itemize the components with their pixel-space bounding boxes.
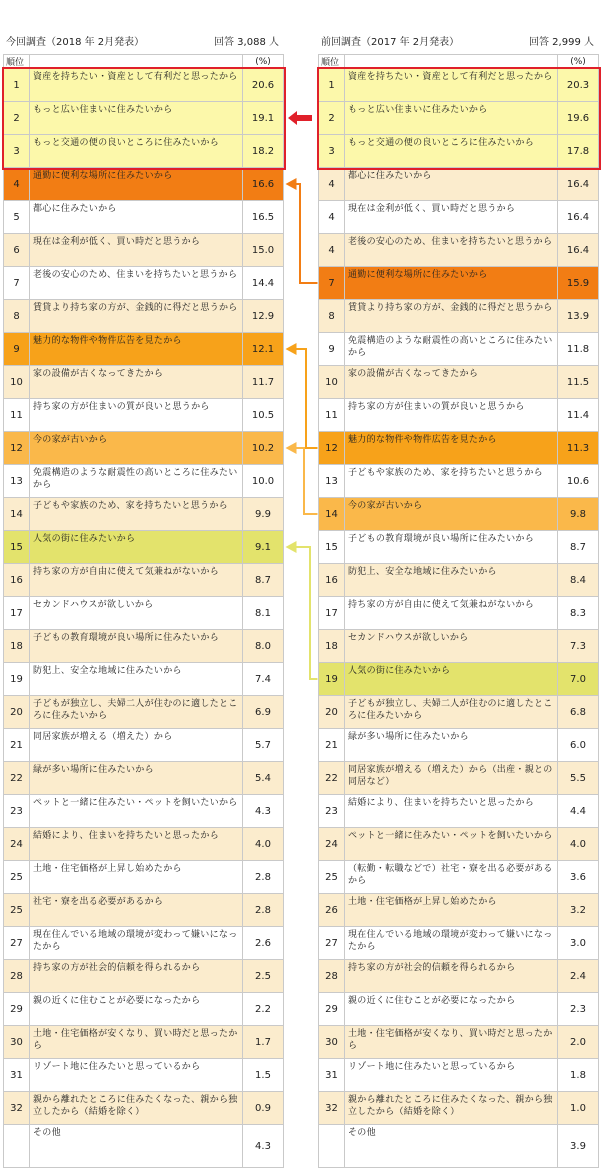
percent-cell: 11.7	[243, 366, 284, 399]
percent-cell: 2.6	[243, 927, 284, 960]
percent-cell: 6.8	[558, 696, 599, 729]
reason-cell: 子どもの教育環境が良い場所に住みたいから	[30, 630, 243, 663]
rank-cell: 15	[319, 531, 345, 564]
percent-cell: 4.4	[558, 795, 599, 828]
reason-cell: リゾート地に住みたいと思っているから	[345, 1059, 558, 1092]
reason-cell: 子どもや家族のため、家を持ちたいと思うから	[345, 465, 558, 498]
rank-header: 順位	[4, 55, 30, 69]
rank-cell: 13	[319, 465, 345, 498]
reason-cell: 子どもや家族のため、家を持ちたいと思うから	[30, 498, 243, 531]
rank-cell: 14	[319, 498, 345, 531]
rank-cell: 31	[4, 1059, 30, 1092]
percent-cell: 12.1	[243, 333, 284, 366]
percent-cell: 16.4	[558, 201, 599, 234]
percent-cell: 11.3	[558, 432, 599, 465]
rank-cell: 15	[4, 531, 30, 564]
percent-cell: 7.0	[558, 663, 599, 696]
percent-cell: 9.8	[558, 498, 599, 531]
rank-cell: 3	[319, 135, 345, 168]
percent-cell: 1.5	[243, 1059, 284, 1092]
rank-cell: 21	[4, 729, 30, 762]
reason-cell: もっと広い住まいに住みたいから	[345, 102, 558, 135]
rank-cell: 1	[319, 69, 345, 102]
percent-cell: 16.6	[243, 168, 284, 201]
percent-cell: 13.9	[558, 300, 599, 333]
rank-cell: 16	[319, 564, 345, 597]
rank-cell: 24	[4, 828, 30, 861]
reason-cell: もっと広い住まいに住みたいから	[30, 102, 243, 135]
connector-arrow-icon-attractive-property	[286, 343, 297, 355]
reason-cell: 都心に住みたいから	[30, 201, 243, 234]
rank-cell: 8	[4, 300, 30, 333]
rank-cell: 25	[4, 894, 30, 927]
rank-cell: 14	[4, 498, 30, 531]
reason-cell: 都心に住みたいから	[345, 168, 558, 201]
rank-cell: 1	[4, 69, 30, 102]
percent-cell: 2.8	[243, 894, 284, 927]
connector-arrow-icon-popular-town	[286, 541, 297, 553]
reason-cell: 持ち家の方が自由に使えて気兼ねがないから	[345, 597, 558, 630]
connector-arrow-icon-commute	[286, 178, 297, 190]
percent-cell: 20.3	[558, 69, 599, 102]
rank-cell: 32	[4, 1092, 30, 1125]
percent-cell: 20.6	[243, 69, 284, 102]
percent-cell: 1.8	[558, 1059, 599, 1092]
percent-cell: 2.2	[243, 993, 284, 1026]
reason-cell: 魅力的な物件や物件広告を見たから	[345, 432, 558, 465]
percent-cell: 4.3	[243, 1125, 284, 1168]
percent-cell: 4.0	[243, 828, 284, 861]
reason-cell: 現在は金利が低く、買い時だと思うから	[30, 234, 243, 267]
reason-cell: 人気の街に住みたいから	[345, 663, 558, 696]
reason-cell: 老後の安心のため、住まいを持ちたいと思うから	[345, 234, 558, 267]
percent-cell: 14.4	[243, 267, 284, 300]
percent-cell: 3.9	[558, 1125, 599, 1168]
rank-cell: 9	[319, 333, 345, 366]
rank-cell: 17	[4, 597, 30, 630]
rank-cell: 12	[4, 432, 30, 465]
percent-cell: 19.6	[558, 102, 599, 135]
percent-cell: 5.4	[243, 762, 284, 795]
reason-cell: 結婚により、住まいを持ちたいと思ったから	[345, 795, 558, 828]
reason-cell: その他	[30, 1125, 243, 1168]
percent-cell: 6.9	[243, 696, 284, 729]
table-row	[319, 1059, 599, 1092]
percent-cell: 16.4	[558, 234, 599, 267]
percent-cell: 10.5	[243, 399, 284, 432]
reason-cell: もっと交通の便の良いところに住みたいから	[30, 135, 243, 168]
rank-cell: 27	[4, 927, 30, 960]
reason-cell: もっと交通の便の良いところに住みたいから	[345, 135, 558, 168]
rank-cell: 21	[319, 729, 345, 762]
reason-cell: 今の家が古いから	[30, 432, 243, 465]
percent-cell: 8.7	[558, 531, 599, 564]
percent-cell: 16.4	[558, 168, 599, 201]
table-row	[319, 1125, 599, 1168]
rank-cell: 5	[4, 201, 30, 234]
reason-cell: 人気の街に住みたいから	[30, 531, 243, 564]
reason-cell: 現在は金利が低く、買い時だと思うから	[345, 201, 558, 234]
rank-cell: 24	[319, 828, 345, 861]
rank-cell: 29	[319, 993, 345, 1026]
reason-cell: 同居家族が増える（増えた）から（出産・親との同居など）	[345, 762, 558, 795]
percent-cell: 11.4	[558, 399, 599, 432]
rank-cell: 19	[319, 663, 345, 696]
rank-cell: 6	[4, 234, 30, 267]
rank-cell: 7	[4, 267, 30, 300]
rank-cell: 27	[319, 927, 345, 960]
percent-cell: 18.2	[243, 135, 284, 168]
rank-cell: 32	[319, 1092, 345, 1125]
reason-cell: 現在住んでいる地域の環境が変わって嫌いになったから	[30, 927, 243, 960]
percent-cell: 11.8	[558, 333, 599, 366]
percent-cell: 0.9	[243, 1092, 284, 1125]
percent-header: (%)	[558, 55, 599, 69]
rank-cell: 23	[4, 795, 30, 828]
reason-cell: 防犯上、安全な地域に住みたいから	[345, 564, 558, 597]
percent-cell: 2.8	[243, 861, 284, 894]
reason-cell: 家の設備が古くなってきたから	[345, 366, 558, 399]
percent-cell: 10.2	[243, 432, 284, 465]
reason-cell: セカンドハウスが欲しいから	[345, 630, 558, 663]
rank-cell: 30	[4, 1026, 30, 1059]
reason-cell: 持ち家の方が社会的信頼を得られるから	[345, 960, 558, 993]
reason-cell: 免震構造のような耐震性の高いところに住みたいから	[345, 333, 558, 366]
rank-cell: 11	[4, 399, 30, 432]
percent-cell: 9.1	[243, 531, 284, 564]
reason-cell: 緑が多い場所に住みたいから	[30, 762, 243, 795]
rank-cell: 28	[319, 960, 345, 993]
connector-line-old-house	[296, 448, 318, 514]
rank-cell	[319, 1125, 345, 1168]
rank-cell: 2	[319, 102, 345, 135]
rank-cell: 22	[319, 762, 345, 795]
reason-cell: 賃貸より持ち家の方が、金銭的に得だと思うから	[345, 300, 558, 333]
rank-cell: 25	[4, 861, 30, 894]
percent-cell: 4.0	[558, 828, 599, 861]
rank-cell: 25	[319, 861, 345, 894]
reason-cell: 現在住んでいる地域の環境が変わって嫌いになったから	[345, 927, 558, 960]
rank-cell: 7	[319, 267, 345, 300]
rank-cell: 2	[4, 102, 30, 135]
rank-cell: 10	[4, 366, 30, 399]
reason-cell: 親の近くに住むことが必要になったから	[30, 993, 243, 1026]
rank-cell: 22	[4, 762, 30, 795]
percent-cell: 2.0	[558, 1026, 599, 1059]
reason-cell: ペットと一緒に住みたい・ペットを飼いたいから	[345, 828, 558, 861]
reason-cell: 緑が多い場所に住みたいから	[345, 729, 558, 762]
rank-cell: 9	[4, 333, 30, 366]
rank-cell: 16	[4, 564, 30, 597]
percent-header: (%)	[243, 55, 284, 69]
rank-cell: 20	[319, 696, 345, 729]
reason-cell: 土地・住宅価格が安くなり、買い時だと思ったから	[345, 1026, 558, 1059]
rank-cell: 29	[4, 993, 30, 1026]
reason-cell: 親から離れたところに住みたくなった、親から独立したから（結婚を除く）	[30, 1092, 243, 1125]
percent-cell: 5.7	[243, 729, 284, 762]
connector-line-commute	[296, 184, 318, 283]
reason-cell: 社宅・寮を出る必要があるから	[30, 894, 243, 927]
rank-cell: 28	[4, 960, 30, 993]
table-row	[4, 1125, 284, 1168]
reason-cell: 土地・住宅価格が上昇し始めたから	[345, 894, 558, 927]
percent-cell: 8.0	[243, 630, 284, 663]
reason-cell: 賃貸より持ち家の方が、金銭的に得だと思うから	[30, 300, 243, 333]
reason-cell: （転勤・転職などで）社宅・寮を出る必要があるから	[345, 861, 558, 894]
connector-line-attractive-property	[296, 349, 318, 448]
reason-cell: リゾート地に住みたいと思っているから	[30, 1059, 243, 1092]
reason-cell: その他	[345, 1125, 558, 1168]
rank-cell: 20	[4, 696, 30, 729]
percent-cell: 2.4	[558, 960, 599, 993]
reason-cell: 親の近くに住むことが必要になったから	[345, 993, 558, 1026]
rank-cell: 12	[319, 432, 345, 465]
percent-cell: 8.4	[558, 564, 599, 597]
percent-cell: 3.0	[558, 927, 599, 960]
percent-cell: 16.5	[243, 201, 284, 234]
percent-cell: 2.5	[243, 960, 284, 993]
rank-cell: 18	[319, 630, 345, 663]
reason-cell: 資産を持ちたい・資産として有利だと思ったから	[30, 69, 243, 102]
reason-cell: 今の家が古いから	[345, 498, 558, 531]
reason-cell: 土地・住宅価格が上昇し始めたから	[30, 861, 243, 894]
percent-cell: 8.3	[558, 597, 599, 630]
rank-cell: 17	[319, 597, 345, 630]
top3-arrow-icon	[288, 111, 312, 125]
percent-cell: 10.6	[558, 465, 599, 498]
percent-cell: 17.8	[558, 135, 599, 168]
rank-cell: 4	[319, 168, 345, 201]
reason-cell: ペットと一緒に住みたい・ペットを飼いたいから	[30, 795, 243, 828]
percent-cell: 4.3	[243, 795, 284, 828]
percent-cell: 1.0	[558, 1092, 599, 1125]
rank-cell: 26	[319, 894, 345, 927]
percent-cell: 2.3	[558, 993, 599, 1026]
reason-cell: 持ち家の方が自由に使えて気兼ねがないから	[30, 564, 243, 597]
current-survey-count: 回答 3,088 人	[214, 37, 279, 48]
reason-cell: 同居家族が増える（増えた）から	[30, 729, 243, 762]
percent-cell: 12.9	[243, 300, 284, 333]
current-survey-title: 今回調査（2018 年 2月発表）	[6, 37, 145, 48]
reason-cell: 老後の安心のため、住まいを持ちたいと思うから	[30, 267, 243, 300]
percent-cell: 15.0	[243, 234, 284, 267]
rank-header: 順位	[319, 55, 345, 69]
percent-cell: 10.0	[243, 465, 284, 498]
reason-cell: 子どもが独立し、夫婦二人が住むのに適したところに住みたいから	[345, 696, 558, 729]
reason-cell: 魅力的な物件や物件広告を見たから	[30, 333, 243, 366]
percent-cell: 5.5	[558, 762, 599, 795]
table-row	[4, 1059, 284, 1092]
reason-cell: 資産を持ちたい・資産として有利だと思ったから	[345, 69, 558, 102]
percent-cell: 9.9	[243, 498, 284, 531]
previous-survey-count: 回答 2,999 人	[529, 37, 594, 48]
rank-cell: 3	[4, 135, 30, 168]
rank-cell: 11	[319, 399, 345, 432]
reason-cell: 防犯上、安全な地域に住みたいから	[30, 663, 243, 696]
reason-cell: 結婚により、住まいを持ちたいと思ったから	[30, 828, 243, 861]
reason-cell: 免震構造のような耐震性の高いところに住みたいから	[30, 465, 243, 498]
reason-cell: 持ち家の方が住まいの質が良いと思うから	[345, 399, 558, 432]
percent-cell: 1.7	[243, 1026, 284, 1059]
previous-survey-title: 前回調査（2017 年 2月発表）	[321, 37, 460, 48]
reason-cell: 親から離れたところに住みたくなった、親から独立したから（結婚を除く）	[345, 1092, 558, 1125]
percent-cell: 3.2	[558, 894, 599, 927]
reason-cell: 土地・住宅価格が安くなり、買い時だと思ったから	[30, 1026, 243, 1059]
connector-arrow-icon-old-house	[286, 442, 297, 454]
rank-cell: 19	[4, 663, 30, 696]
rank-cell: 31	[319, 1059, 345, 1092]
percent-cell: 8.7	[243, 564, 284, 597]
table-row	[4, 1092, 284, 1125]
rank-cell: 30	[319, 1026, 345, 1059]
rank-cell: 18	[4, 630, 30, 663]
reason-cell: 子どもの教育環境が良い場所に住みたいから	[345, 531, 558, 564]
connector-line-popular-town	[296, 547, 318, 679]
percent-cell: 8.1	[243, 597, 284, 630]
percent-cell: 15.9	[558, 267, 599, 300]
reason-cell: 通勤に便利な場所に住みたいから	[345, 267, 558, 300]
percent-cell: 19.1	[243, 102, 284, 135]
percent-cell: 7.4	[243, 663, 284, 696]
reason-cell: 持ち家の方が社会的信頼を得られるから	[30, 960, 243, 993]
percent-cell: 7.3	[558, 630, 599, 663]
rank-cell: 4	[4, 168, 30, 201]
percent-cell: 11.5	[558, 366, 599, 399]
reason-cell: 子どもが独立し、夫婦二人が住むのに適したところに住みたいから	[30, 696, 243, 729]
rank-cell: 4	[319, 201, 345, 234]
percent-cell: 3.6	[558, 861, 599, 894]
rank-cell: 10	[319, 366, 345, 399]
rank-cell	[4, 1125, 30, 1168]
reason-cell: 家の設備が古くなってきたから	[30, 366, 243, 399]
rank-cell: 4	[319, 234, 345, 267]
table-row	[319, 1092, 599, 1125]
reason-cell: セカンドハウスが欲しいから	[30, 597, 243, 630]
rank-cell: 8	[319, 300, 345, 333]
reason-cell: 持ち家の方が住まいの質が良いと思うから	[30, 399, 243, 432]
reason-cell: 通勤に便利な場所に住みたいから	[30, 168, 243, 201]
rank-cell: 13	[4, 465, 30, 498]
percent-cell: 6.0	[558, 729, 599, 762]
rank-cell: 23	[319, 795, 345, 828]
